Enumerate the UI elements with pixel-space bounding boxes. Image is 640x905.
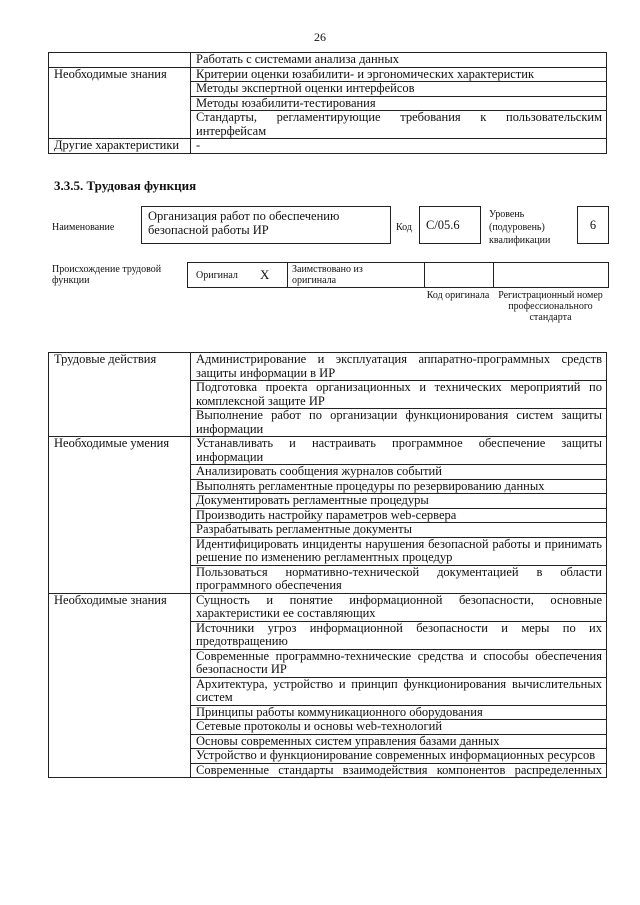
row-text: Методы экспертной оценки интерфейсов: [191, 82, 607, 97]
name-label: Наименование: [52, 222, 115, 233]
top-requirements-table: [48, 52, 607, 154]
list-item: Сетевые протоколы и основы web-технологий: [191, 720, 607, 735]
list-item: Идентифицировать инциденты нарушения безопасной работы и принимать решение по изменению регламентных процедур: [191, 537, 607, 565]
row-text: -: [191, 139, 607, 154]
list-item: Современные программно-технические средства и способы обеспечения безопасности ИР: [191, 649, 607, 677]
list-item: Источники угроз информационной безопасности и меры по их предотвращению: [191, 621, 607, 649]
code-value: С/05.6: [426, 218, 460, 232]
row-label: Другие характеристики: [49, 139, 191, 154]
page-number: 26: [314, 30, 326, 44]
origin-label: Происхождение трудовой функции: [52, 264, 162, 286]
origin-box: [187, 262, 609, 288]
code-value-box: [419, 206, 481, 244]
list-item: Выполнять регламентные процедуры по резервированию данных: [191, 479, 607, 494]
table-row: [49, 67, 607, 82]
list-item: Архитектура, устройство и принцип функционирования вычислительных систем: [191, 677, 607, 705]
list-item: Основы современных систем управления базами данных: [191, 734, 607, 749]
table-row: [49, 53, 607, 68]
code-original-label: Код оригинала: [426, 290, 490, 301]
list-item: Сущность и понятие информационной безопасности, основные характеристики ее составляющих: [191, 593, 607, 621]
group-label: Трудовые действия: [49, 353, 191, 437]
list-item: Администрирование и эксплуатация аппаратно-программных средств защиты информации в ИР: [191, 353, 607, 381]
list-item: Производить настройку параметров web-сервера: [191, 508, 607, 523]
list-item: Современные стандарты взаимодействия компонентов распределенных: [191, 763, 607, 778]
list-item: Устанавливать и настраивать программное обеспечение защиты информации: [191, 437, 607, 465]
section-heading: 3.3.5. Трудовая функция: [54, 178, 197, 193]
level-value-box: [577, 206, 609, 244]
group-label: Необходимые знания: [49, 593, 191, 778]
function-details-table: [48, 352, 607, 778]
divider: [493, 263, 494, 287]
divider: [287, 263, 288, 287]
list-item: Выполнение работ по организации функционирования систем защиты информации: [191, 409, 607, 437]
level-label: Уровень (подуровень) квалификации: [489, 209, 551, 246]
original-label: Оригинал: [196, 270, 238, 281]
divider: [424, 263, 425, 287]
row-label: [49, 53, 191, 68]
list-item: Документировать регламентные процедуры: [191, 494, 607, 509]
name-value-box: [141, 206, 391, 244]
list-item: Устройство и функционирование современных информационных ресурсов: [191, 749, 607, 764]
borrowed-label: Заимствовано из оригинала: [292, 264, 363, 286]
list-item: Подготовка проекта организационных и технических мероприятий по комплексной защите ИР: [191, 381, 607, 409]
list-item: Разрабатывать регламентные документы: [191, 523, 607, 538]
list-item: Принципы работы коммуникационного оборудования: [191, 705, 607, 720]
list-item: Пользоваться нормативно-технической документацией в области программного обеспечения: [191, 565, 607, 593]
row-label: Необходимые знания: [49, 67, 191, 139]
code-label: Код: [396, 222, 412, 233]
original-mark: X: [260, 267, 270, 282]
table-row: [49, 437, 607, 465]
level-value: 6: [589, 218, 597, 232]
reg-number-label: Регистрационный номер профессионального стандарта: [498, 290, 603, 323]
row-text: Методы юзабилити-тестирования: [191, 96, 607, 111]
group-label: Необходимые умения: [49, 437, 191, 594]
row-text: Стандарты, регламентирующие требования к пользовательским интерфейсам: [191, 111, 607, 139]
table-row: [49, 139, 607, 154]
name-value: Организация работ по обеспечению безопасной работы ИР: [148, 209, 340, 237]
list-item: Анализировать сообщения журналов событий: [191, 465, 607, 480]
table-row: [49, 593, 607, 621]
row-text: Работать с системами анализа данных: [191, 53, 607, 68]
table-row: [49, 353, 607, 381]
row-text: Критерии оценки юзабилити- и эргономических характеристик: [191, 67, 607, 82]
